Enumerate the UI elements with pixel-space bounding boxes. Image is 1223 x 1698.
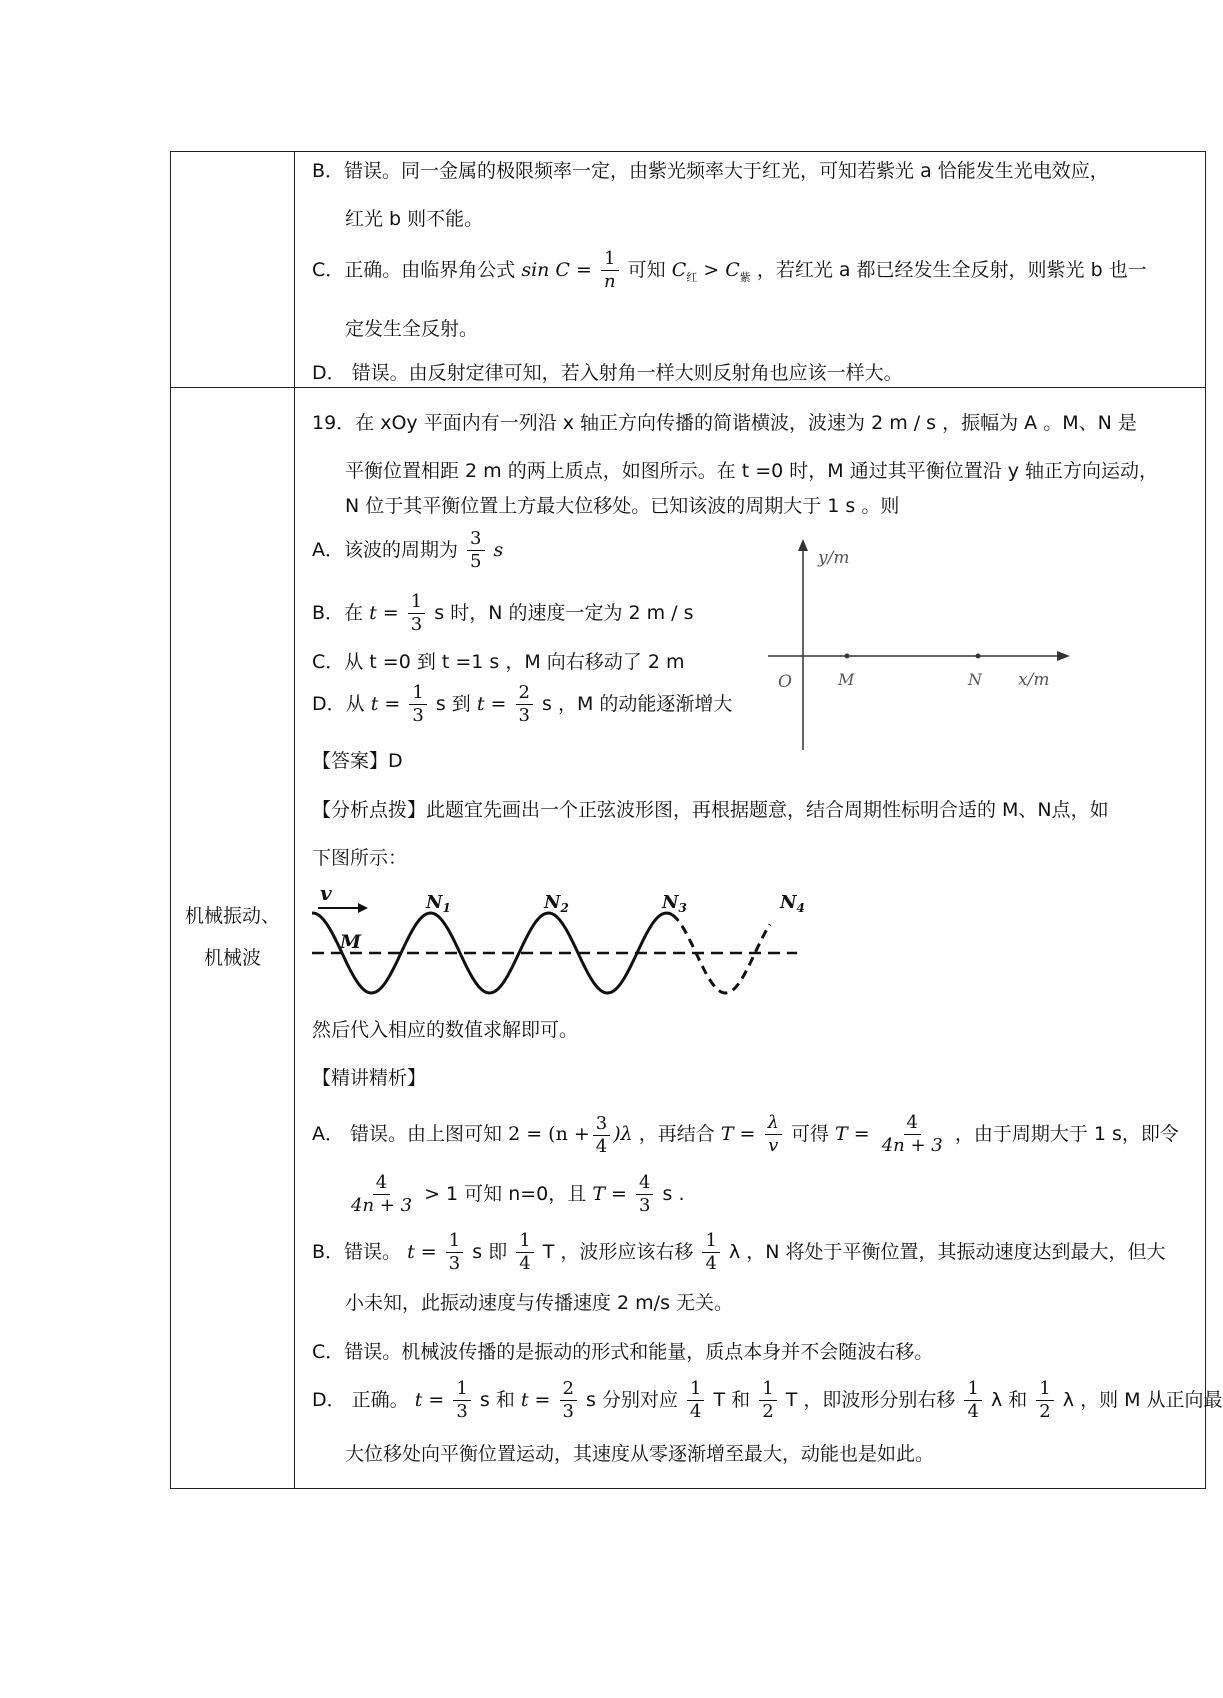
sol-a-post: ，由于周期大于 1 s，即令 (954, 1123, 1179, 1145)
wave-figure (300, 878, 805, 998)
option-d-post: s ，M 的动能逐渐增大 (542, 693, 733, 715)
sol-d-post: λ ，则 M 从正向最 (1062, 1389, 1223, 1411)
x-axis-label: x/m (1018, 670, 1050, 690)
solution-d-line1 (312, 1378, 1223, 1423)
sol-b-prefix: B．错误。 (312, 1241, 402, 1263)
point-m (845, 654, 850, 659)
solution-a-line1 (312, 1112, 1179, 1158)
sol-b-fraction2: $\frac{1}{4}$ (516, 1230, 533, 1275)
sol-a-fraction2: $\frac{\lambda}{v}$ (765, 1112, 782, 1157)
solution-b-line1 (312, 1230, 1166, 1275)
sol-b-mid: s 即 (472, 1241, 508, 1263)
column-divider (294, 152, 295, 1488)
prev-c-sinC: sin C = (521, 259, 592, 281)
option-d-fraction2: $\frac{2}{3}$ (516, 682, 533, 727)
topic-line-2: 机械波 (203, 947, 261, 969)
option-d-fraction1: $\frac{1}{3}$ (409, 682, 426, 727)
sol-d-fraction1: $\frac{1}{3}$ (453, 1378, 470, 1423)
sol-a-T2: T = (835, 1123, 870, 1145)
prev-c-gt: > (697, 259, 726, 281)
solution-d-line2: 大位移处向平衡位置运动，其速度从零逐渐增至最大，动能也是如此。 (345, 1443, 935, 1465)
option-d-t1: t = (370, 693, 401, 715)
prev-option-c-line1 (312, 248, 1147, 293)
wave-n4-label: $N_4$ (780, 892, 805, 915)
n-label: N (968, 670, 982, 689)
point-n (976, 654, 981, 659)
prev-c-fraction: $\frac{1}{n}$ (601, 248, 619, 293)
question-line2: 平衡位置相距 2 m 的两上质点，如图所示。在 t =0 时，M 通过其平衡位置沿 y 轴正方向运动， (345, 460, 1159, 482)
prev-c-C2: C (725, 259, 740, 281)
option-d (312, 682, 732, 727)
sol-a2-post: s . (662, 1183, 685, 1205)
wave-n1-label: $N_1$ (426, 892, 451, 915)
sol-d-m2: s 分别对应 (586, 1389, 678, 1411)
sol-d-fraction2: $\frac{2}{3}$ (560, 1378, 577, 1423)
sol-a-eq: 2 = (n + $\frac{3}{4}$ )λ (508, 1112, 633, 1157)
wave-n3-label: $N_3$ (662, 892, 687, 915)
option-d-mid: s 到 (435, 693, 471, 715)
prev-option-c-line2: 定发生全反射。 (345, 318, 479, 340)
question-line3: N 位于其平衡位置上方最大位移处。已知该波的周期大于 1 s 。则 (345, 495, 900, 517)
sol-d-fraction6: $\frac{1}{2}$ (1036, 1378, 1053, 1423)
solution-b-line2: 小未知，此振动速度与传播速度 2 m/s 无关。 (345, 1292, 734, 1314)
option-b (312, 591, 694, 636)
option-d-t2: t = (476, 693, 507, 715)
sol-a-mid: ，再结合 (638, 1123, 715, 1145)
velocity-label: v (320, 881, 332, 905)
answer: 【答案】D (312, 750, 403, 772)
sol-b-fraction3: $\frac{1}{4}$ (702, 1230, 719, 1275)
sol-d-m1: s 和 (479, 1389, 515, 1411)
sol-a2-mid: > 1 可知 n=0，且 (424, 1183, 587, 1205)
sol-d-m5: λ 和 (990, 1389, 1028, 1411)
sol-a-mid2: 可得 (790, 1123, 829, 1145)
option-a (312, 528, 503, 573)
solution-c: C．错误。机械波传播的是振动的形式和能量，质点本身并不会随波右移。 (312, 1341, 934, 1363)
sol-b-t: t = (407, 1241, 437, 1263)
prev-c-prefix: C．正确。由临界角公式 (312, 259, 516, 281)
analysis-line2: 下图所示： (312, 847, 408, 869)
option-a-prefix: A．该波的周期为 (312, 539, 458, 561)
wave-n2-label: $N_2$ (544, 892, 569, 915)
origin-label: O (778, 672, 792, 692)
prev-c-mid: 可知 (627, 259, 666, 281)
topic-cell (171, 895, 294, 979)
prev-option-b-line1: B．错误。同一金属的极限频率一定，由紫光频率大于红光，可知若紫光 a 恰能发生光电效应， (312, 160, 1109, 182)
prev-c-post: ，若红光 a 都已经发生全反射，则紫光 b 也一 (756, 259, 1147, 281)
wave-m-label: M (340, 931, 362, 953)
sol-b-fraction1: $\frac{1}{3}$ (446, 1230, 463, 1275)
prev-option-d: D． 错误。由反射定律可知，若入射角一样大则反射角也应该一样大。 (312, 362, 903, 384)
sol-a-T1: T = (720, 1123, 756, 1145)
m-label: M (838, 670, 855, 689)
option-b-prefix: B．在 (312, 602, 364, 624)
sol-b-mid2: T ，波形应该右移 (542, 1241, 694, 1263)
y-axis-label: y/m (818, 548, 850, 568)
option-a-unit: s (493, 539, 504, 561)
question-line1: 19．在 xOy 平面内有一列沿 x 轴正方向传播的简谐横波，波速为 2 m / s ，振幅为 A 。M、N 是 (312, 412, 1137, 434)
after-figure-text: 然后代入相应的数值求解即可。 (312, 1019, 579, 1041)
sol-d-fraction4: $\frac{1}{2}$ (759, 1378, 776, 1423)
option-a-fraction: $\frac{3}{5}$ (467, 528, 484, 573)
prev-c-C1: C (671, 259, 687, 281)
prev-option-b-line2: 红光 b 则不能。 (345, 208, 484, 230)
row-divider (171, 387, 1205, 388)
analysis-line1: 【分析点拨】此题宜先画出一个正弦波形图，再根据题意，结合周期性标明合适的 M、N点，如 (312, 799, 1109, 821)
option-b-t: t = (369, 602, 399, 624)
axes-figure (760, 535, 1115, 755)
topic-line-1: 机械振动、 (184, 905, 280, 927)
sol-b-post: λ ，N 将处于平衡位置，其振动速度达到最大，但大 (728, 1241, 1166, 1263)
prev-c-red-sub: 红 (686, 270, 698, 284)
option-b-post: s 时，N 的速度一定为 2 m / s (434, 602, 694, 624)
velocity-arrow-head (358, 903, 368, 913)
sol-a-fraction3: $\frac{4}{4n + 3}$ (881, 1112, 943, 1156)
prev-c-purple-sub: 紫 (739, 270, 751, 284)
y-axis-arrow (798, 539, 808, 551)
option-c: C．从 t =0 到 t =1 s ，M 向右移动了 2 m (312, 651, 685, 673)
option-d-prefix: D．从 (312, 693, 365, 715)
jiangxi-heading: 【精讲精析】 (312, 1067, 427, 1089)
sol-d-prefix: D． 正确。 (312, 1389, 409, 1411)
sol-d-fraction3: $\frac{1}{4}$ (687, 1378, 704, 1423)
solution-a-line2 (345, 1172, 684, 1217)
sol-d-m4: T ，即波形分别右移 (785, 1389, 956, 1411)
sol-d-fraction5: $\frac{1}{4}$ (964, 1378, 981, 1423)
sol-a-prefix: A． 错误。由上图可知 (312, 1123, 503, 1145)
sol-a2-fraction2: $\frac{4}{3}$ (636, 1172, 653, 1217)
sol-d-t2: t = (520, 1389, 551, 1411)
sol-a2-T: T = (592, 1183, 627, 1205)
x-axis-arrow (1057, 651, 1070, 661)
sol-a2-fraction: $\frac{4}{4n + 3}$ (351, 1172, 413, 1216)
sol-d-m3: T 和 (713, 1389, 751, 1411)
option-b-fraction: $\frac{1}{3}$ (408, 591, 425, 636)
sol-d-t1: t = (414, 1389, 445, 1411)
